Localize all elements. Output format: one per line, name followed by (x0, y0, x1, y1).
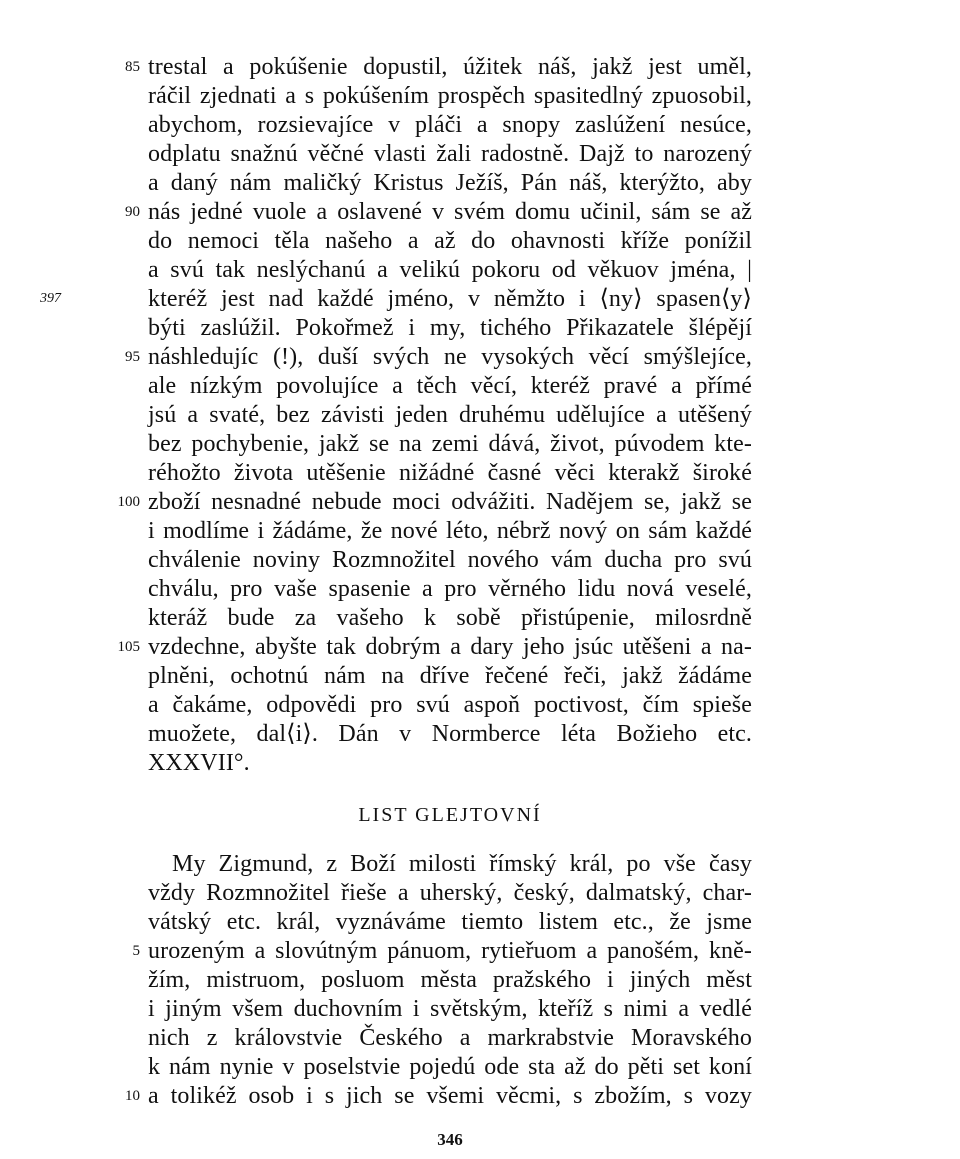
page-number: 346 (437, 1130, 463, 1149)
text-line: náshledujíc (!), duší svých ne vysokých věcí smýšlejíce, (148, 344, 752, 370)
text-line: XXXVII°. (148, 750, 250, 776)
text-line: urozeným a slovútným pánuom, rytieřuom a panošém, kně- (148, 938, 752, 964)
text-line: abychom, rozsievajíce v pláči a snopy zaslúžení nesúce, (148, 112, 752, 138)
text-line: kteráž bude za vašeho k sobě přistúpenie, milosrdně (148, 605, 752, 631)
text-line: žím, mistruom, posluom města pražského i jiných měst (148, 967, 752, 993)
text-line: trestal a pokúšenie dopustil, úžitek náš, jakž jest uměl, (148, 54, 752, 80)
text-line: k nám nynie v poselstvie pojedú ode sta až do pěti set koní (148, 1054, 752, 1080)
section-heading: LIST GLEJTOVNÍ (358, 804, 542, 826)
text-line: nich z královstvie Českého a markrabstvie Moravského (148, 1025, 752, 1051)
text-line: a čakáme, odpovědi pro svú aspoň poctivost, čím spieše (148, 692, 752, 718)
text-line: plněni, ochotnú nám na dříve řečené řeči, jakž žádáme (148, 663, 752, 689)
text-line: chválu, pro vaše spasenie a pro věrného lidu nová veselé, (148, 576, 752, 602)
text-line: odplatu snažnú věčné vlasti žali radostně. Dajž to narozený (148, 141, 752, 167)
text-line: jsú a svaté, bez závisti jeden druhému udělujíce a utěšený (148, 402, 752, 428)
text-line: vždy Rozmnožitel řieše a uherský, český, dalmatský, char- (148, 880, 752, 906)
text-line: a tolikéž osob i s jich se všemi věcmi, s zbožím, s vozy (148, 1083, 752, 1109)
line-number: 95 (125, 349, 140, 365)
text-line: bez pochybenie, jakž se na zemi dává, život, púvodem kte- (148, 431, 752, 457)
text-line: býti zaslúžil. Pokořmež i my, tichého Přikazatele šlépějí (148, 315, 752, 341)
line-number: 105 (117, 639, 140, 655)
line-number: 10 (125, 1088, 140, 1104)
text-line: nás jedné vuole a oslavené v svém domu učinil, sám se až (148, 199, 752, 225)
text-line: a svú tak neslýchanú a velikú pokoru od věkuov jména, | (148, 257, 752, 283)
text-line: kteréž jest nad každé jméno, v němžto i ⟨ny⟩ spasen⟨y⟩ (148, 286, 752, 312)
line-number: 90 (125, 204, 140, 220)
text-line: zboží nesnadné nebude moci odvážiti. Nadějem se, jakž se (148, 489, 752, 515)
line-number: 100 (117, 494, 140, 510)
text-line: chválenie noviny Rozmnožitel nového vám ducha pro svú (148, 547, 752, 573)
text-line: i modlíme i žádáme, že nové léto, nébrž nový on sám každé (148, 518, 752, 544)
text-line: vátský etc. král, vyznáváme tiemto listem etc., že jsme (148, 909, 752, 935)
margin-page-reference: 397 (40, 291, 61, 306)
text-line: muožete, dal⟨i⟩. Dán v Normberce léta Božieho etc. (148, 721, 752, 747)
text-line: réhožto života utěšenie nižádné časné věci kterakž široké (148, 460, 752, 486)
text-line: i jiným všem duchovním i světským, kteříž s nimi a vedlé (148, 996, 752, 1022)
text-line: ale nízkým povolujíce a těch věcí, kteréž pravé a přímé (148, 373, 752, 399)
line-number: 85 (125, 59, 140, 75)
text-line: ráčil zjednati a s pokúšením prospěch spasitedlný zpuosobil, (148, 83, 752, 109)
text-line: vzdechne, abyšte tak dobrým a dary jeho jsúc utěšeni a na- (148, 634, 752, 660)
line-number: 5 (132, 943, 140, 959)
text-line: My Zigmund, z Boží milosti římský král, po vše časy (172, 851, 752, 877)
text-line: do nemoci těla našeho a až do ohavnosti kříže ponížil (148, 228, 752, 254)
text-line: a daný nám maličký Kristus Ježíš, Pán náš, kterýžto, aby (148, 170, 752, 196)
